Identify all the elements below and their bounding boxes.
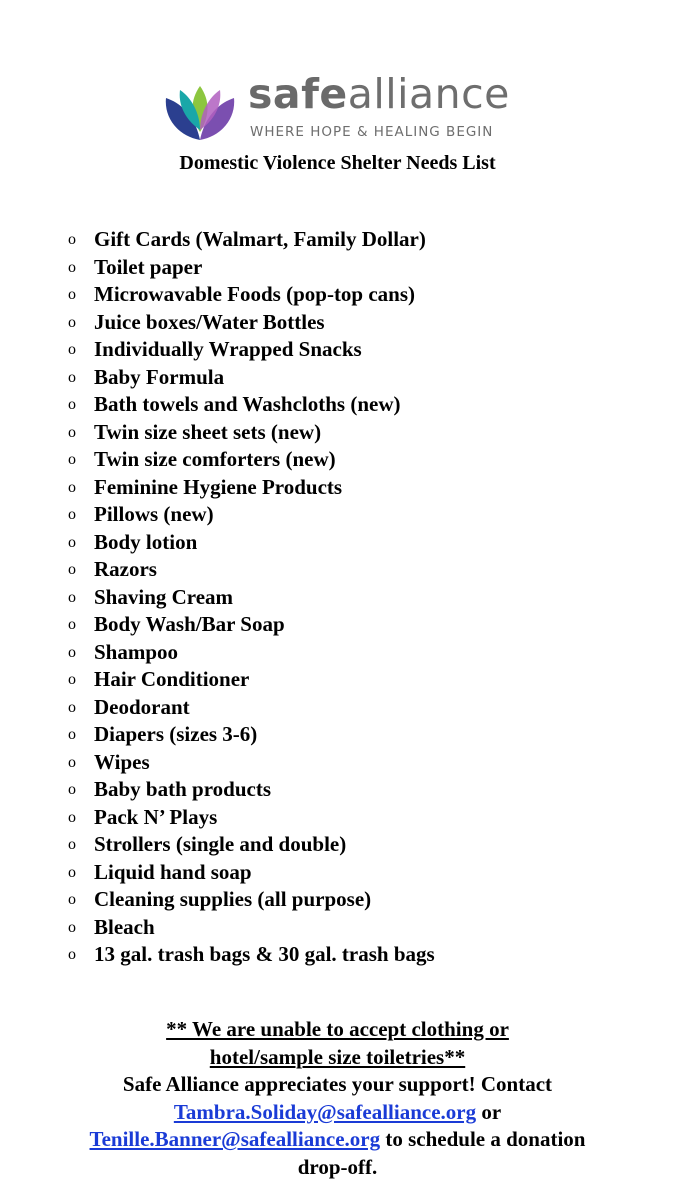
list-item-text: Feminine Hygiene Products	[94, 474, 343, 499]
closing-text-1: to schedule a donation	[385, 1127, 586, 1151]
notice-line-1: ** We are unable to accept clothing or	[166, 1017, 509, 1041]
list-item-text: Shampoo	[94, 639, 179, 664]
bullet-icon: o	[68, 671, 76, 688]
list-item	[68, 281, 435, 309]
needs-list	[68, 226, 435, 969]
bullet-icon: o	[68, 616, 76, 633]
list-item	[68, 776, 435, 804]
list-item-text: Wipes	[94, 749, 150, 774]
list-item	[68, 859, 435, 887]
list-item-text: Cleaning supplies (all purpose)	[94, 887, 372, 911]
list-item	[68, 309, 435, 337]
list-item	[68, 611, 435, 639]
list-item-text: Body lotion	[94, 529, 198, 554]
list-item	[68, 529, 435, 557]
bullet-icon: o	[68, 341, 76, 358]
bullet-icon: o	[68, 698, 76, 716]
list-item	[68, 639, 435, 667]
list-item-text: Shaving Cream	[94, 584, 234, 609]
bullet-icon: o	[68, 863, 76, 881]
list-item	[68, 336, 435, 364]
bullet-icon: o	[68, 258, 76, 276]
list-item-text: 13 gal. trash bags & 30 gal. trash bags	[94, 942, 435, 966]
bullet-icon: o	[68, 946, 76, 963]
list-item-text: Diapers (sizes 3-6)	[94, 722, 258, 746]
list-item	[68, 501, 435, 529]
brand-name: safealliance	[248, 70, 510, 118]
bullet-icon: o	[68, 561, 76, 578]
bullet-icon: o	[68, 368, 76, 386]
bullet-icon: o	[68, 726, 76, 743]
bullet-icon: o	[68, 588, 76, 606]
list-item	[68, 364, 435, 392]
bullet-icon: o	[68, 423, 76, 441]
bullet-icon: o	[68, 478, 76, 496]
list-item	[68, 391, 435, 419]
thanks-text: Safe Alliance appreciates your support! Contact	[122, 1072, 553, 1096]
list-item-text: Microwavable Foods (pop-top cans)	[94, 282, 416, 306]
list-item	[68, 886, 435, 914]
list-item-text: Individually Wrapped Snacks	[94, 337, 362, 361]
list-item-text: Strollers (single and double)	[94, 832, 347, 856]
bullet-icon: o	[68, 753, 76, 771]
notice-line-2: hotel/sample size toiletries**	[209, 1044, 466, 1069]
list-item	[68, 831, 435, 859]
list-item-text: Juice boxes/Water Bottles	[94, 309, 325, 334]
list-item-text: Baby bath products	[94, 777, 272, 801]
list-item-text: Toilet paper	[94, 254, 203, 279]
list-item	[68, 584, 435, 612]
list-item	[68, 474, 435, 502]
bullet-icon: o	[68, 396, 76, 413]
closing-text-2: drop-off.	[297, 1154, 378, 1179]
bullet-icon: o	[68, 781, 76, 798]
bullet-icon: o	[68, 808, 76, 826]
bullet-icon: o	[68, 891, 76, 908]
bullet-icon: o	[68, 506, 76, 523]
email-link-tenille[interactable]: Tenille.Banner@safealliance.org	[89, 1127, 381, 1151]
list-item-text: Body Wash/Bar Soap	[94, 612, 285, 636]
list-item	[68, 419, 435, 447]
list-item	[68, 914, 435, 942]
safe-alliance-logo	[160, 70, 520, 146]
list-item	[68, 941, 435, 969]
bullet-icon: o	[68, 643, 76, 661]
list-item	[68, 556, 435, 584]
list-item	[68, 804, 435, 832]
bullet-icon: o	[68, 451, 76, 468]
bullet-icon: o	[68, 533, 76, 551]
bullet-icon: o	[68, 231, 76, 248]
list-item-text: Pillows (new)	[94, 502, 214, 526]
page-title: Domestic Violence Shelter Needs List	[179, 152, 496, 174]
list-item	[68, 749, 435, 777]
list-item	[68, 254, 435, 282]
list-item-text: Razors	[94, 557, 157, 581]
email-link-tambra[interactable]: Tambra.Soliday@safealliance.org	[173, 1099, 477, 1124]
list-item-text: Twin size comforters (new)	[94, 447, 336, 471]
bullet-icon: o	[68, 836, 76, 853]
list-item-text: Liquid hand soap	[94, 859, 252, 884]
list-item-text: Bath towels and Washcloths (new)	[94, 392, 401, 416]
list-item-text: Bleach	[94, 914, 155, 939]
lotus-icon	[160, 80, 240, 144]
list-item-text: Deodorant	[94, 694, 190, 719]
list-item-text: Gift Cards (Walmart, Family Dollar)	[94, 227, 426, 251]
or-text: or	[481, 1099, 502, 1124]
list-item	[68, 666, 435, 694]
list-item	[68, 721, 435, 749]
bullet-icon: o	[68, 313, 76, 331]
footer-note	[0, 1016, 675, 1181]
list-item-text: Pack N’ Plays	[94, 804, 218, 829]
list-item-text: Baby Formula	[94, 364, 225, 389]
list-item	[68, 226, 435, 254]
list-item	[68, 694, 435, 722]
bullet-icon: o	[68, 286, 76, 303]
bullet-icon: o	[68, 918, 76, 936]
list-item-text: Twin size sheet sets (new)	[94, 419, 322, 444]
brand-tagline: WHERE HOPE & HEALING BEGIN	[250, 124, 494, 140]
list-item-text: Hair Conditioner	[94, 667, 250, 691]
list-item	[68, 446, 435, 474]
